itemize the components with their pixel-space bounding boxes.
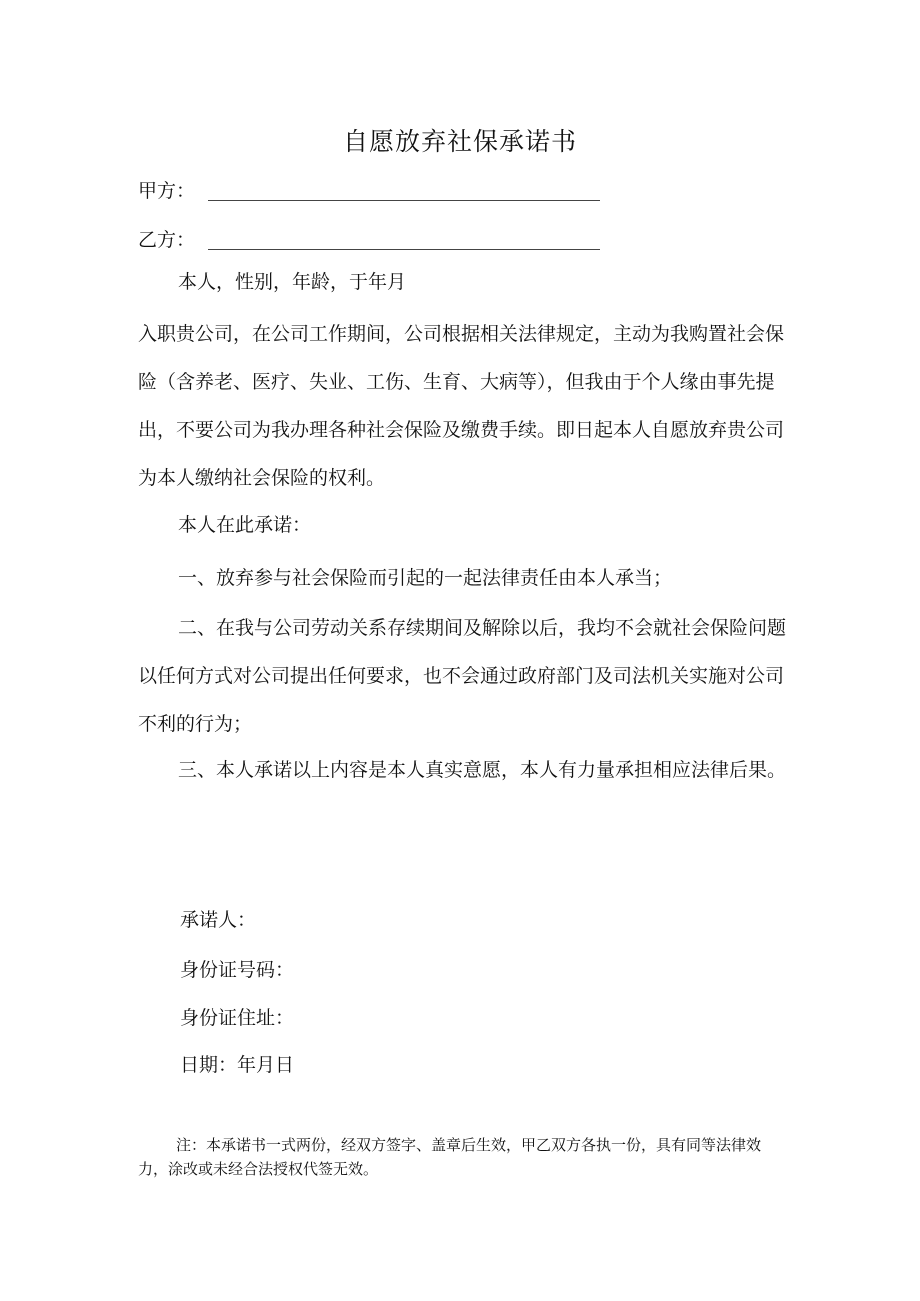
party-b-blank-line (208, 249, 600, 250)
footnote: 注：本承诺书一式两份，经双方签字、盖章后生效，甲乙双方各执一份，具有同等法律效力，涂改或未经合法授权代签无效。 (138, 1136, 762, 1178)
party-b-row (138, 225, 206, 253)
signer-label: 承诺人： (180, 909, 257, 931)
party-a-row (138, 176, 206, 204)
id-address-label: 身份证住址： (180, 1007, 295, 1029)
intro-line: 本人，性别，年龄，于年月 (178, 271, 407, 293)
body-paragraph: 入职贵公司，在公司工作期间，公司根据相关法律规定，主动为我购置社会保险（含养老、医疗、失业、工伤、生育、大病等），但我由于个人缘由事先提出，不要公司为我办理各种社会保险及缴费手续。即日起本人自愿放弃贵公司为本人缴纳社会保险的权利。 (138, 323, 785, 489)
id-number-label: 身份证号码： (180, 959, 295, 981)
party-b-label: 乙方： (138, 229, 196, 251)
promise-item-2: 二、在我与公司劳动关系存续期间及解除以后，我均不会就社会保险问题以任何方式对公司提出任何要求，也不会通过政府部门及司法机关实施对公司不利的行为； (138, 617, 787, 735)
document-title: 自愿放弃社保承诺书 (342, 127, 577, 156)
promise-item-1: 一、放弃参与社会保险而引起的一起法律责任由本人承当； (178, 567, 673, 589)
promise-heading: 本人在此承诺： (178, 514, 312, 536)
promise-item-3: 三、本人承诺以上内容是本人真实意愿，本人有力量承担相应法律后果。 (178, 759, 787, 781)
party-a-label: 甲方： (138, 180, 196, 202)
party-a-blank-line (208, 200, 600, 201)
date-label: 日期：年月日 (180, 1054, 295, 1076)
